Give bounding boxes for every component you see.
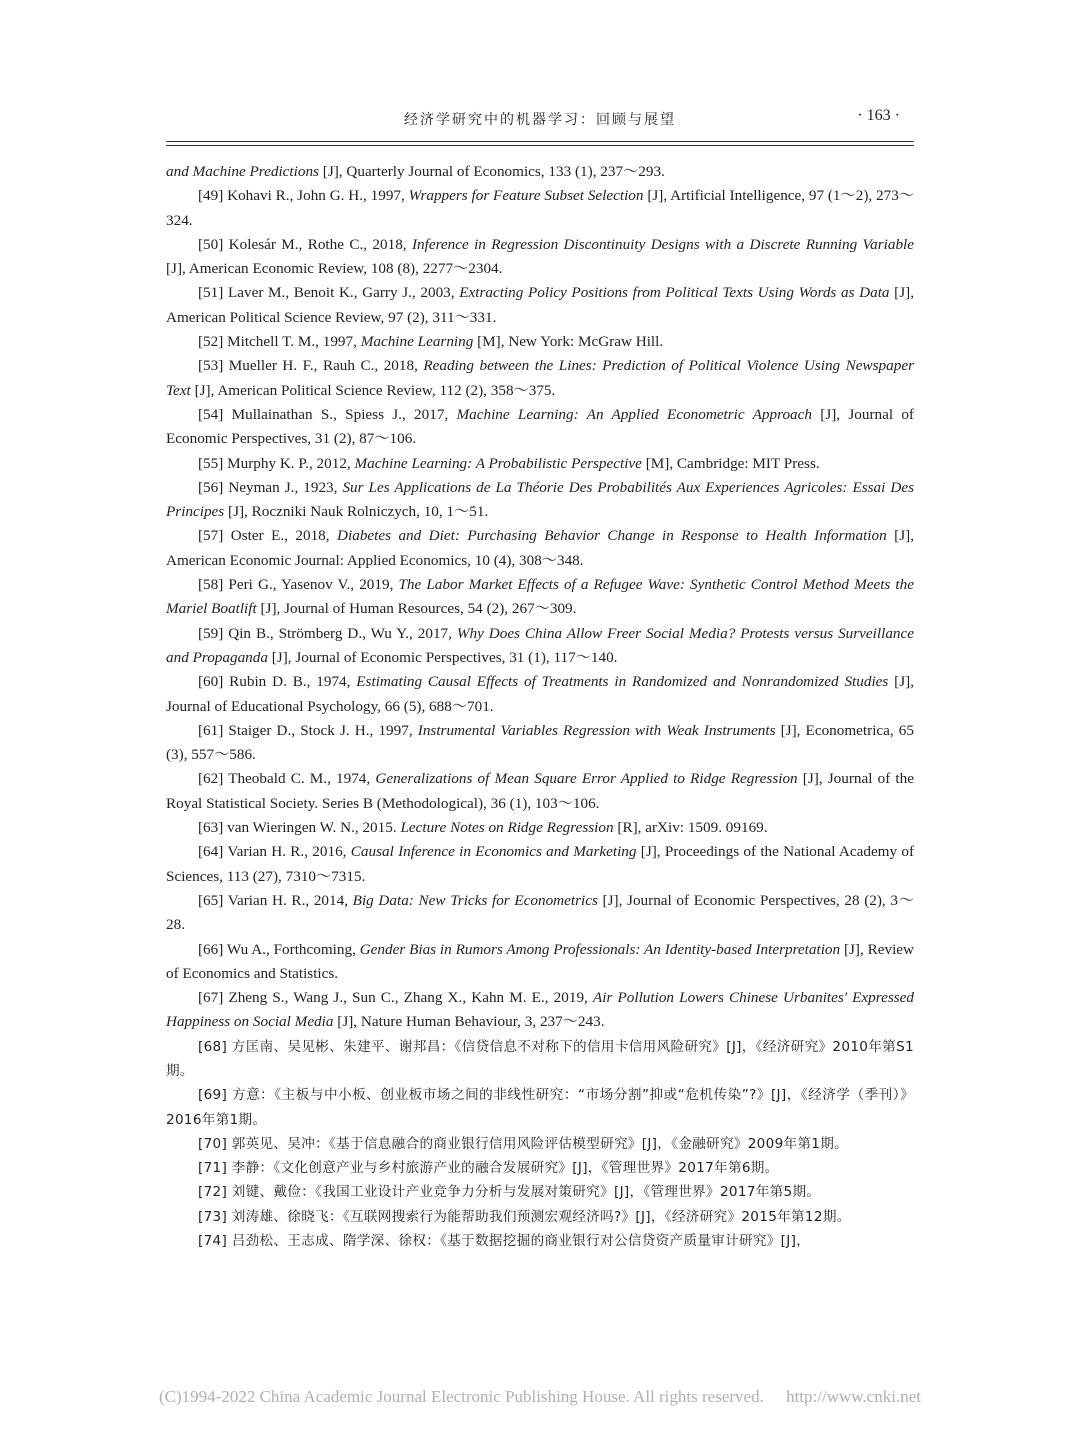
reference-authors: Rubin D. B., 1974, xyxy=(229,673,357,691)
copyright-notice: (C)1994-2022 China Academic Journal Electronic Publishing House. All rights reserved. xyxy=(159,1387,764,1406)
reference-list xyxy=(166,160,914,1253)
reference-number: [51] xyxy=(198,284,228,302)
reference-authors: Oster E., 2018, xyxy=(230,527,338,545)
reference-number: [71] xyxy=(198,1160,232,1177)
reference-authors: Kolesár M., Rothe C., 2018, xyxy=(228,235,412,253)
reference-title: Causal Inference in Economics and Marketing xyxy=(350,843,637,861)
reference-number: [57] xyxy=(198,527,231,545)
reference-source: [J], American Economic Journal: Applied Economics, 10 (4), 308～348. xyxy=(166,527,914,569)
reference-entry xyxy=(166,1180,914,1204)
reference-title: Why Does China Allow Freer Social Media? Protests versus Surveillance and Propaganda xyxy=(166,624,914,666)
reference-entry xyxy=(166,767,914,816)
reference-title: Instrumental Variables Regression with Weak Instruments xyxy=(417,721,776,739)
reference-title: The Labor Market Effects of a Refugee Wave: Synthetic Control Method Meets the Mariel Boatlift xyxy=(166,576,914,618)
reference-number: [61] xyxy=(198,721,229,739)
reference-title: Machine Learning: A Probabilistic Perspective xyxy=(354,454,642,472)
reference-source: [J], Journal of Economic Perspectives, 31 (1), 117～140. xyxy=(267,648,618,666)
reference-entry xyxy=(166,233,914,282)
reference-title: Extracting Policy Positions from Political Texts Using Words as Data xyxy=(459,284,890,302)
reference-source: 《主板与中小板、创业板市场之间的非线性研究：“市场分割”抑或“危机传染”?》[J]，《经济学（季刊）》2016年第1期。 xyxy=(166,1087,914,1128)
reference-entry xyxy=(166,524,914,573)
reference-number: [74] xyxy=(198,1233,232,1250)
reference-entry xyxy=(166,184,914,233)
footer-url[interactable]: http://www.cnki.net xyxy=(786,1387,921,1406)
reference-title: Air Pollution Lowers Chinese Urbanites' Expressed Happiness on Social Media xyxy=(166,989,915,1031)
reference-title: Estimating Causal Effects of Treatments in Randomized and Nonrandomized Studies xyxy=(356,673,889,691)
reference-number: [52] xyxy=(198,333,228,351)
reference-title: Wrappers for Feature Subset Selection xyxy=(408,187,644,205)
reference-number: [63] xyxy=(198,819,228,837)
reference-authors: Theobald C. M., 1974, xyxy=(228,770,376,788)
reference-source: [J], Review of Economics and Statistics. xyxy=(166,940,915,982)
reference-number: [66] xyxy=(198,940,227,958)
reference-number: [60] xyxy=(198,673,230,691)
reference-number: [69] xyxy=(198,1087,232,1104)
reference-number: [56] xyxy=(198,478,229,496)
reference-title: and Machine Predictions xyxy=(166,163,319,180)
reference-authors: Mueller H. F., Rauh C., 2018, xyxy=(228,357,424,375)
reference-source: [J], Artificial Intelligence, 97 (1～2), 273～324. xyxy=(166,187,914,229)
reference-title: Machine Learning: An Applied Econometric Approach xyxy=(456,405,812,423)
reference-entry xyxy=(166,1156,914,1180)
reference-number: [68] xyxy=(198,1038,232,1055)
reference-entry xyxy=(166,1132,914,1156)
reference-title: Lecture Notes on Ridge Regression xyxy=(400,819,614,837)
reference-number: [59] xyxy=(198,624,229,642)
reference-authors: Varian H. R., 2016, xyxy=(227,843,351,861)
reference-authors: 刘涛雄、徐晓飞： xyxy=(231,1208,343,1225)
reference-entry xyxy=(166,1205,914,1229)
reference-source: [M], Cambridge: MIT Press. xyxy=(641,454,820,472)
reference-entry xyxy=(166,160,914,184)
reference-authors: 方匡南、吴见彬、朱建平、谢邦昌： xyxy=(231,1038,455,1055)
reference-title: Machine Learning xyxy=(360,333,474,351)
reference-authors: Kohavi R., John G. H., 1997, xyxy=(227,187,409,205)
reference-number: [72] xyxy=(198,1184,232,1201)
reference-number: [49] xyxy=(198,187,228,205)
page-footer xyxy=(0,1387,1080,1407)
reference-entry xyxy=(166,840,914,889)
header-rule-thin xyxy=(166,145,914,146)
header-rule-thick xyxy=(166,141,914,142)
reference-source: 《我国工业设计产业竞争力分析与发展对策研究》[J]，《管理世界》2017年第5期。 xyxy=(315,1184,821,1201)
reference-title: Gender Bias in Rumors Among Professionals: An Identity-based Interpretation xyxy=(359,940,841,958)
reference-title: Sur Les Applications de La Théorie Des Probabilités Aux Experiences Agricoles: Essai Des Principes xyxy=(166,478,914,521)
reference-authors: Varian H. R., 2014, xyxy=(227,891,353,909)
reference-authors: 刘键、戴俭： xyxy=(231,1184,316,1201)
reference-entry xyxy=(166,403,914,452)
reference-authors: 方意： xyxy=(231,1087,275,1104)
reference-title: Inference in Regression Discontinuity Designs with a Discrete Running Variable xyxy=(411,235,914,253)
reference-authors: Qin B., Strömberg D., Wu Y., 2017, xyxy=(228,624,457,642)
reference-authors: Zheng S., Wang J., Sun C., Zhang X., Kahn M. E., 2019, xyxy=(228,989,593,1007)
reference-number: [55] xyxy=(198,454,228,472)
reference-number: [58] xyxy=(198,576,229,594)
reference-authors: Mitchell T. M., 1997, xyxy=(227,333,361,351)
reference-number: [54] xyxy=(198,405,232,423)
reference-authors: Laver M., Benoit K., Garry J., 2003, xyxy=(227,284,460,302)
reference-title: Big Data: New Tricks for Econometrics xyxy=(352,891,598,909)
reference-entry xyxy=(166,816,914,840)
reference-source: [M], New York: McGraw Hill. xyxy=(473,333,664,351)
reference-source: [J], Journal of Economic Perspectives, 31 (2), 87～106. xyxy=(166,405,914,448)
reference-entry xyxy=(166,889,914,938)
reference-title: Diabetes and Diet: Purchasing Behavior Change in Response to Health Information xyxy=(337,527,887,545)
reference-entry xyxy=(166,354,914,403)
reference-source: [J], Journal of Economic Perspectives, 28 (2), 3～28. xyxy=(166,891,915,934)
reference-entry xyxy=(166,1035,914,1084)
reference-source: [J], Quarterly Journal of Economics, 133 (1), 237～293. xyxy=(318,163,665,180)
reference-entry xyxy=(166,476,914,525)
reference-authors: Mullainathan S., Spiess J., 2017, xyxy=(231,405,457,423)
reference-source: 《文化创意产业与乡村旅游产业的融合发展研究》[J]，《管理世界》2017年第6期。 xyxy=(273,1160,779,1177)
reference-source: [J], Journal of Educational Psychology, 66 (5), 688～701. xyxy=(166,673,914,715)
reference-entry xyxy=(166,670,914,719)
reference-number: [53] xyxy=(198,357,229,375)
reference-authors: Staiger D., Stock J. H., 1997, xyxy=(228,721,418,739)
page-number: · 163 · xyxy=(857,107,900,124)
reference-entry xyxy=(166,938,914,987)
reference-authors: Neyman J., 1923, xyxy=(228,478,343,496)
reference-source: 《信贷信息不对称下的信用卡信用风险研究》[J]，《经济研究》2010年第S1期。 xyxy=(166,1038,914,1079)
reference-entry xyxy=(166,281,914,330)
reference-title: Reading between the Lines: Prediction of Political Violence Using Newspaper Text xyxy=(166,357,914,399)
reference-source: [R], arXiv: 1509. 09169. xyxy=(613,819,768,837)
reference-source: 《基于数据挖掘的商业银行对公信贷资产质量审计研究》[J]， xyxy=(440,1233,811,1250)
reference-entry xyxy=(166,573,914,622)
reference-number: [62] xyxy=(198,770,229,788)
reference-source: 《互联网搜索行为能帮助我们预测宏观经济吗?》[J]，《经济研究》2015年第12期。 xyxy=(342,1208,851,1225)
reference-entry xyxy=(166,1083,914,1132)
reference-title: Generalizations of Mean Square Error Applied to Ridge Regression xyxy=(375,770,798,788)
reference-authors: Murphy K. P., 2012, xyxy=(227,454,355,472)
running-title: 经济学研究中的机器学习：回顾与展望 xyxy=(404,112,676,128)
reference-entry xyxy=(166,330,914,354)
reference-number: [64] xyxy=(198,843,228,861)
reference-source: [J], American Political Science Review, 97 (2), 311～331. xyxy=(166,284,914,326)
reference-number: [67] xyxy=(198,989,229,1007)
reference-entry xyxy=(166,622,914,671)
reference-source: [J], Journal of Human Resources, 54 (2), 267～309. xyxy=(256,600,577,618)
reference-authors: Peri G., Yasenov V., 2019, xyxy=(228,576,399,594)
reference-source: [J], American Political Science Review, 112 (2), 358～375. xyxy=(190,381,556,399)
reference-authors: 李静： xyxy=(231,1160,274,1177)
reference-source: [J], Journal of the Royal Statistical Society. Series B (Methodological), 36 (1), 103～106. xyxy=(166,770,914,812)
reference-entry xyxy=(166,986,914,1035)
reference-source: [J], Roczniki Nauk Rolniczych, 10, 1～51. xyxy=(224,503,489,521)
reference-source: 《基于信息融合的商业银行信用风险评估模型研究》[J]，《金融研究》2009年第1期。 xyxy=(329,1135,849,1152)
reference-number: [73] xyxy=(198,1208,232,1225)
reference-number: [70] xyxy=(198,1135,232,1152)
running-header xyxy=(166,103,914,133)
reference-authors: 吕劲松、王志成、隋学深、徐权： xyxy=(231,1233,441,1250)
reference-entry xyxy=(166,1229,914,1253)
reference-number: [65] xyxy=(198,891,228,909)
reference-source: [J], Nature Human Behaviour, 3, 237～243. xyxy=(333,1013,605,1031)
reference-source: [J], American Economic Review, 108 (8), 2277～2304. xyxy=(166,260,503,278)
reference-authors: Wu A., Forthcoming, xyxy=(226,940,360,958)
reference-number: [50] xyxy=(198,235,229,253)
reference-source: [J], Proceedings of the National Academy of Sciences, 113 (27), 7310～7315. xyxy=(166,843,915,885)
reference-authors: 郭英见、吴冲： xyxy=(231,1135,329,1152)
reference-source: [J], Econometrica, 65 (3), 557～586. xyxy=(166,721,914,764)
reference-entry xyxy=(166,719,914,768)
reference-authors: van Wieringen W. N., 2015. xyxy=(227,819,401,837)
reference-entry xyxy=(166,452,914,476)
